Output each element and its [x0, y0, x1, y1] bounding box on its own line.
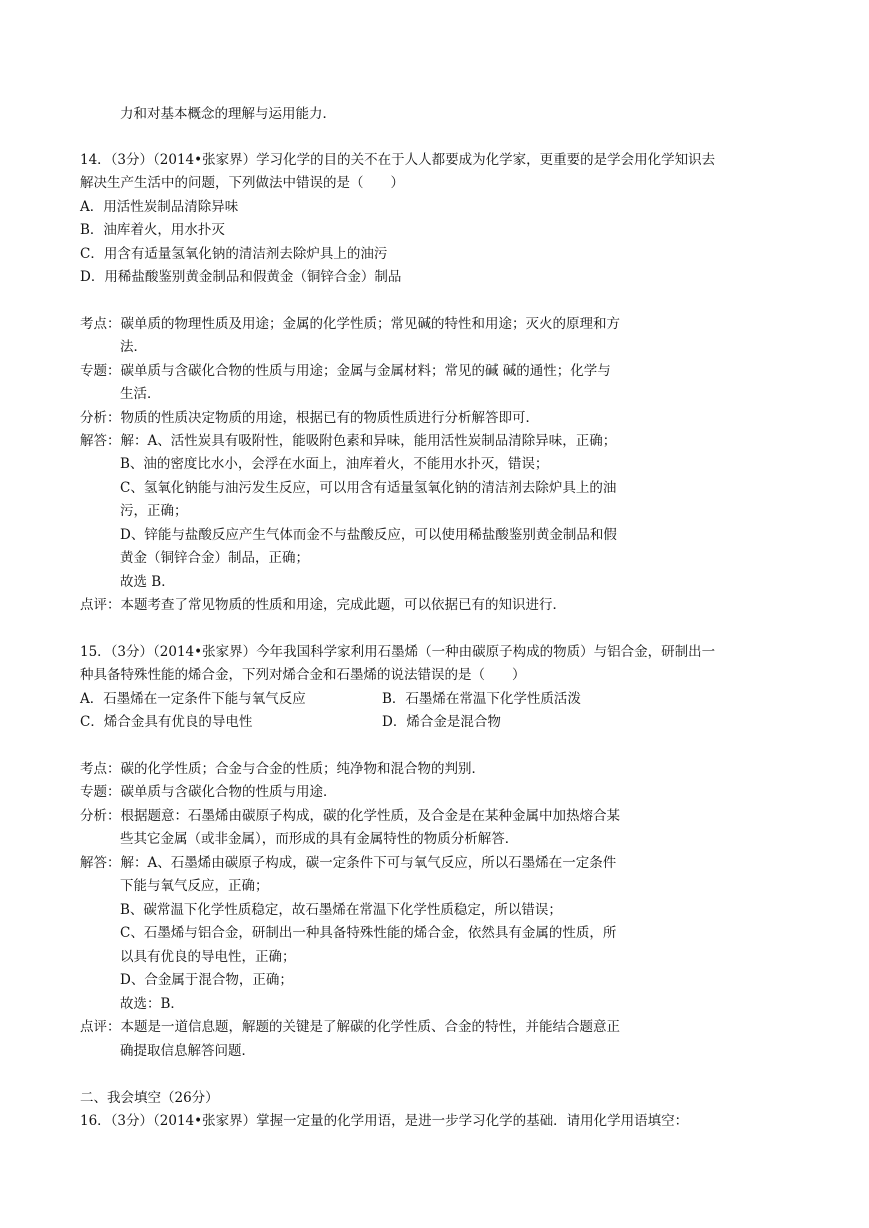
q14-kaodian-line1: 考点：碳单质的物理性质及用途；金属的化学性质；常见碱的特性和用途；灭火的原理和方 [80, 316, 620, 332]
q15-stem-line1: 15．（3分）（2014•张家界）今年我国科学家利用石墨烯（一种由碳原子构成的物质）与铝合金，研制出一 [80, 644, 716, 660]
lead-text: 力和对基本概念的理解与运用能力． [120, 106, 336, 122]
q14-stem-line1: 14．（3分）（2014•张家界）学习化学的目的关不在于人人都要成为化学家，更重要的是学会用化学知识去 [80, 152, 716, 168]
q15-option-b: B．石墨烯在常温下化学性质活泼 [382, 691, 581, 707]
q15-option-d: D．烯合金是混合物 [382, 714, 501, 730]
q15-jieda-line6: D、合金属于混合物，正确； [120, 972, 293, 988]
q15-kaodian: 考点：碳的化学性质；合金与合金的性质；纯净物和混合物的判别． [80, 761, 485, 777]
q14-dianping: 点评：本题考查了常见物质的性质和用途，完成此题，可以依据已有的知识进行． [80, 597, 566, 613]
q15-option-a: A．石墨烯在一定条件下能与氧气反应 [80, 691, 306, 707]
q14-zhuanti-line1: 专题：碳单质与含碳化合物的性质与用途；金属与金属材料；常见的碱 碱的通性；化学与 [80, 363, 611, 379]
q14-fenxi: 分析：物质的性质决定物质的用途，根据已有的物质性质进行分析解答即可． [80, 410, 539, 426]
q15-jieda-line2: 下能与氧气反应，正确； [120, 878, 269, 894]
section-heading: 二、我会填空（26分） [80, 1090, 219, 1106]
q15-jieda-line1: 解答：解：A、石墨烯由碳原子构成，碳一定条件下可与氧气反应，所以石墨烯在一定条件 [80, 855, 617, 871]
q15-zhuanti: 专题：碳单质与含碳化合物的性质与用途． [80, 784, 337, 800]
q15-dianping-line2: 确提取信息解答问题． [120, 1043, 255, 1059]
q14-jieda-line7: 故选 B． [120, 574, 175, 590]
q15-jieda-line4: C、石墨烯与铝合金，研制出一种具备特殊性能的烯合金，依然具有金属的性质，所 [120, 925, 617, 941]
q14-jieda-line4: 污，正确； [120, 503, 188, 519]
q15-jieda-line7: 故选：B． [120, 996, 184, 1012]
q14-kaodian-line2: 法． [120, 339, 147, 355]
q15-jieda-line3: B、碳常温下化学性质稳定，故石墨烯在常温下化学性质稳定，所以错误； [120, 902, 562, 918]
q14-option-c: C．用含有适量氢氧化钠的清洁剂去除炉具上的油污 [80, 246, 388, 262]
q15-option-c: C．烯合金具有优良的导电性 [80, 714, 253, 730]
q14-jieda-line3: C、氢氧化钠能与油污发生反应，可以用含有适量氢氧化钠的清洁剂去除炉具上的油 [120, 480, 617, 496]
q14-jieda-line5: D、锌能与盐酸反应产生气体而金不与盐酸反应，可以使用稀盐酸鉴别黄金制品和假 [120, 527, 617, 543]
q14-zhuanti-line2: 生活． [120, 386, 161, 402]
q15-stem-line2: 种具备特殊性能的烯合金，下列对烯合金和石墨烯的说法错误的是（ ） [80, 667, 526, 683]
q14-jieda-line6: 黄金（铜锌合金）制品，正确； [120, 550, 309, 566]
q14-stem-line2: 解决生产生活中的问题，下列做法中错误的是（ ） [80, 175, 404, 191]
q14-option-a: A．用活性炭制品清除异味 [80, 199, 239, 215]
q14-option-b: B．油库着火，用水扑灭 [80, 222, 225, 238]
q15-fenxi-line1: 分析：根据题意：石墨烯由碳原子构成，碳的化学性质，及合金是在某种金属中加热熔合某 [80, 808, 620, 824]
q15-fenxi-line2: 些其它金属（或非金属），而形成的具有金属特性的物质分析解答． [120, 831, 519, 847]
q14-jieda-line1: 解答：解：A、活性炭具有吸附性，能吸附色素和异味，能用活性炭制品清除异味，正确； [80, 433, 617, 449]
q14-jieda-line2: B、油的密度比水小，会浮在水面上，油库着火，不能用水扑灭，错误； [120, 456, 549, 472]
q15-jieda-line5: 以具有优良的导电性，正确； [120, 949, 296, 965]
q16-stem: 16．（3分）（2014•张家界）掌握一定量的化学用语，是进一步学习化学的基础．请用化学用语填空： [80, 1113, 689, 1129]
q15-dianping-line1: 点评：本题是一道信息题，解题的关键是了解碳的化学性质、合金的特性，并能结合题意正 [80, 1019, 620, 1035]
q14-option-d: D．用稀盐酸鉴别黄金制品和假黄金（铜锌合金）制品 [80, 269, 402, 285]
